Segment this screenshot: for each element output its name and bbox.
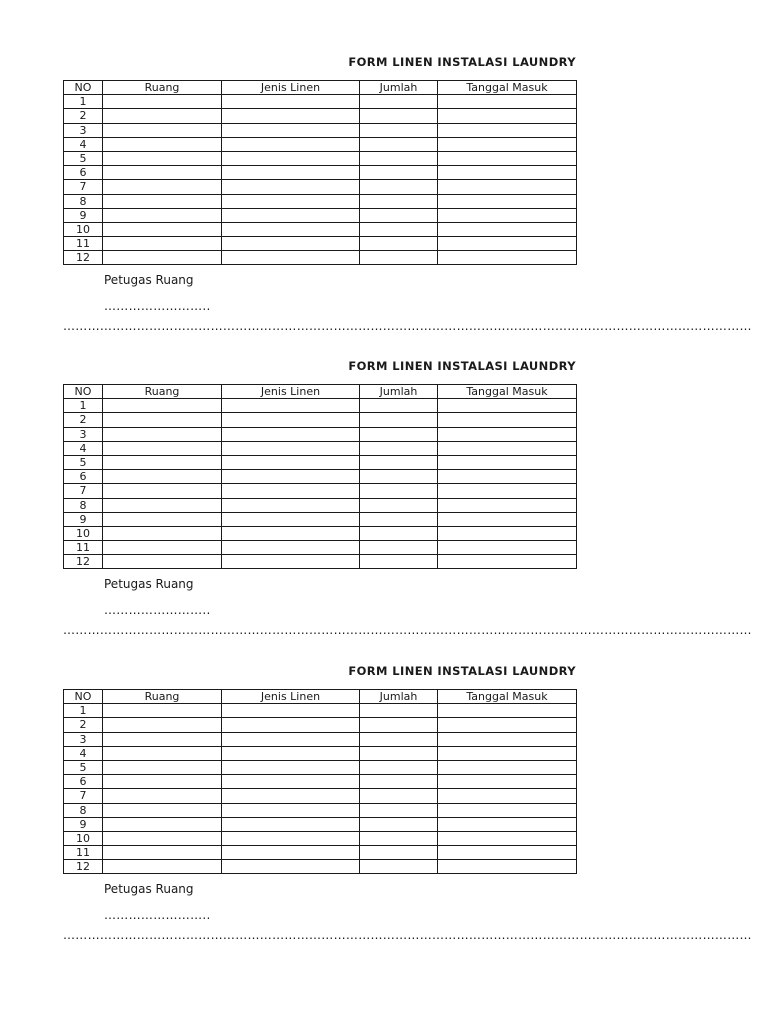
tanggal-masuk-cell[interactable] [438,718,577,732]
row-number: 10 [64,222,103,236]
row-number: 10 [64,831,103,845]
table-row [64,441,577,455]
ruang-cell[interactable] [103,803,222,817]
table-row [64,470,577,484]
ruang-cell[interactable] [103,95,222,109]
jumlah-cell[interactable] [360,413,438,427]
row-number: 8 [64,803,103,817]
jenis-linen-cell[interactable] [222,166,360,180]
ruang-cell[interactable] [103,137,222,151]
table-row [64,251,577,265]
row-number: 9 [64,512,103,526]
tanggal-masuk-cell[interactable] [438,194,577,208]
ruang-cell[interactable] [103,180,222,194]
jenis-linen-cell[interactable] [222,222,360,236]
ruang-cell[interactable] [103,775,222,789]
tanggal-masuk-cell[interactable] [438,166,577,180]
row-number: 9 [64,208,103,222]
jumlah-cell[interactable] [360,455,438,469]
row-number: 1 [64,704,103,718]
jenis-linen-cell[interactable] [222,760,360,774]
row-number: 12 [64,251,103,265]
jenis-linen-cell[interactable] [222,789,360,803]
table-row [64,704,577,718]
jumlah-cell[interactable] [360,208,438,222]
row-number: 10 [64,526,103,540]
row-number: 5 [64,455,103,469]
ruang-cell[interactable] [103,123,222,137]
row-number: 12 [64,860,103,874]
jumlah-cell[interactable] [360,109,438,123]
jenis-linen-cell[interactable] [222,512,360,526]
ruang-cell[interactable] [103,526,222,540]
ruang-cell[interactable] [103,470,222,484]
jenis-linen-cell[interactable] [222,541,360,555]
header-jenis-linen: Jenis Linen [222,385,360,399]
tanggal-masuk-cell[interactable] [438,803,577,817]
header-jumlah: Jumlah [360,385,438,399]
header-tanggal-masuk: Tanggal Masuk [438,81,577,95]
table-row [64,237,577,251]
jenis-linen-cell[interactable] [222,399,360,413]
ruang-cell[interactable] [103,208,222,222]
header-ruang: Ruang [103,385,222,399]
row-number: 7 [64,484,103,498]
tanggal-masuk-cell[interactable] [438,860,577,874]
table-row [64,746,577,760]
jumlah-cell[interactable] [360,180,438,194]
row-number: 6 [64,166,103,180]
table-row [64,803,577,817]
row-number: 4 [64,137,103,151]
row-number: 3 [64,123,103,137]
jenis-linen-cell[interactable] [222,180,360,194]
row-number: 11 [64,846,103,860]
header-jenis-linen: Jenis Linen [222,81,360,95]
tanggal-masuk-cell[interactable] [438,732,577,746]
jenis-linen-cell[interactable] [222,732,360,746]
tanggal-masuk-cell[interactable] [438,95,577,109]
table-row [64,484,577,498]
tanggal-masuk-cell[interactable] [438,151,577,165]
tanggal-masuk-cell[interactable] [438,704,577,718]
petugas-ruang-label: Petugas Ruang [104,882,194,896]
tanggal-masuk-cell[interactable] [438,208,577,222]
ruang-cell[interactable] [103,846,222,860]
tanggal-masuk-cell[interactable] [438,251,577,265]
jenis-linen-cell[interactable] [222,427,360,441]
row-number: 6 [64,470,103,484]
ruang-cell[interactable] [103,109,222,123]
table-row [64,166,577,180]
ruang-cell[interactable] [103,789,222,803]
jumlah-cell[interactable] [360,251,438,265]
jumlah-cell[interactable] [360,760,438,774]
table-header-row [64,690,577,704]
table-row [64,732,577,746]
tanggal-masuk-cell[interactable] [438,399,577,413]
row-number: 11 [64,541,103,555]
table-header-row [64,385,577,399]
jumlah-cell[interactable] [360,860,438,874]
tanggal-masuk-cell[interactable] [438,123,577,137]
signature-line: …………………….. [104,908,211,922]
ruang-cell[interactable] [103,413,222,427]
table-row [64,526,577,540]
jumlah-cell[interactable] [360,399,438,413]
header-tanggal-masuk: Tanggal Masuk [438,690,577,704]
petugas-ruang-label: Petugas Ruang [104,577,194,591]
ruang-cell[interactable] [103,427,222,441]
jenis-linen-cell[interactable] [222,413,360,427]
ruang-cell[interactable] [103,732,222,746]
tanggal-masuk-cell[interactable] [438,498,577,512]
row-number: 3 [64,732,103,746]
row-number: 7 [64,789,103,803]
tanggal-masuk-cell[interactable] [438,222,577,236]
jenis-linen-cell[interactable] [222,718,360,732]
row-number: 1 [64,95,103,109]
jumlah-cell[interactable] [360,427,438,441]
jenis-linen-cell[interactable] [222,194,360,208]
ruang-cell[interactable] [103,222,222,236]
jumlah-cell[interactable] [360,484,438,498]
table-row [64,427,577,441]
jenis-linen-cell[interactable] [222,817,360,831]
header-no: NO [64,385,103,399]
table-row [64,123,577,137]
tanggal-masuk-cell[interactable] [438,760,577,774]
jenis-linen-cell[interactable] [222,704,360,718]
ruang-cell[interactable] [103,512,222,526]
header-ruang: Ruang [103,690,222,704]
table-row [64,455,577,469]
table-row [64,512,577,526]
ruang-cell[interactable] [103,166,222,180]
jenis-linen-cell[interactable] [222,526,360,540]
jenis-linen-cell[interactable] [222,109,360,123]
jumlah-cell[interactable] [360,194,438,208]
table-row [64,831,577,845]
tanggal-masuk-cell[interactable] [438,555,577,569]
table-row [64,498,577,512]
petugas-ruang-label: Petugas Ruang [104,273,194,287]
table-row [64,555,577,569]
tanggal-masuk-cell[interactable] [438,470,577,484]
row-number: 9 [64,817,103,831]
ruang-cell[interactable] [103,151,222,165]
jumlah-cell[interactable] [360,704,438,718]
cut-line: …………………………………………………………………………………………………………………………………………………… [63,319,752,333]
linen-form [63,358,752,663]
linen-form [63,54,752,359]
jenis-linen-cell[interactable] [222,775,360,789]
tanggal-masuk-cell[interactable] [438,180,577,194]
table-row [64,194,577,208]
row-number: 2 [64,413,103,427]
ruang-cell[interactable] [103,251,222,265]
row-number: 2 [64,109,103,123]
tanggal-masuk-cell[interactable] [438,526,577,540]
table-row [64,541,577,555]
header-no: NO [64,690,103,704]
signature-line: …………………….. [104,299,211,313]
ruang-cell[interactable] [103,817,222,831]
jumlah-cell[interactable] [360,803,438,817]
table-row [64,109,577,123]
ruang-cell[interactable] [103,194,222,208]
jumlah-cell[interactable] [360,526,438,540]
header-no: NO [64,81,103,95]
jumlah-cell[interactable] [360,151,438,165]
row-number: 6 [64,775,103,789]
jenis-linen-cell[interactable] [222,746,360,760]
ruang-cell[interactable] [103,555,222,569]
jumlah-cell[interactable] [360,166,438,180]
jumlah-cell[interactable] [360,718,438,732]
jenis-linen-cell[interactable] [222,455,360,469]
header-jumlah: Jumlah [360,81,438,95]
ruang-cell[interactable] [103,760,222,774]
ruang-cell[interactable] [103,498,222,512]
table-row [64,413,577,427]
tanggal-masuk-cell[interactable] [438,775,577,789]
row-number: 4 [64,441,103,455]
tanggal-masuk-cell[interactable] [438,237,577,251]
header-jumlah: Jumlah [360,690,438,704]
tanggal-masuk-cell[interactable] [438,137,577,151]
form-title: FORM LINEN INSTALASI LAUNDRY [348,664,576,678]
row-number: 1 [64,399,103,413]
row-number: 11 [64,237,103,251]
tanggal-masuk-cell[interactable] [438,512,577,526]
linen-table [63,689,577,874]
tanggal-masuk-cell[interactable] [438,455,577,469]
row-number: 4 [64,746,103,760]
tanggal-masuk-cell[interactable] [438,413,577,427]
jenis-linen-cell[interactable] [222,831,360,845]
table-body [64,95,577,265]
linen-table [63,384,577,569]
tanggal-masuk-cell[interactable] [438,427,577,441]
ruang-cell[interactable] [103,455,222,469]
jumlah-cell[interactable] [360,441,438,455]
row-number: 5 [64,151,103,165]
jenis-linen-cell[interactable] [222,803,360,817]
tanggal-masuk-cell[interactable] [438,817,577,831]
ruang-cell[interactable] [103,746,222,760]
row-number: 7 [64,180,103,194]
jumlah-cell[interactable] [360,775,438,789]
form-title: FORM LINEN INSTALASI LAUNDRY [348,359,576,373]
tanggal-masuk-cell[interactable] [438,484,577,498]
table-row [64,137,577,151]
table-body [64,704,577,874]
table-row [64,208,577,222]
row-number: 8 [64,194,103,208]
jenis-linen-cell[interactable] [222,484,360,498]
ruang-cell[interactable] [103,718,222,732]
jumlah-cell[interactable] [360,95,438,109]
table-row [64,222,577,236]
jumlah-cell[interactable] [360,541,438,555]
table-row [64,789,577,803]
jumlah-cell[interactable] [360,555,438,569]
jenis-linen-cell[interactable] [222,470,360,484]
ruang-cell[interactable] [103,860,222,874]
jumlah-cell[interactable] [360,512,438,526]
row-number: 5 [64,760,103,774]
ruang-cell[interactable] [103,237,222,251]
table-body [64,399,577,569]
jumlah-cell[interactable] [360,831,438,845]
tanggal-masuk-cell[interactable] [438,541,577,555]
signature-line: …………………….. [104,603,211,617]
ruang-cell[interactable] [103,484,222,498]
table-header-row [64,81,577,95]
row-number: 2 [64,718,103,732]
ruang-cell[interactable] [103,441,222,455]
jenis-linen-cell[interactable] [222,95,360,109]
jenis-linen-cell[interactable] [222,498,360,512]
table-row [64,180,577,194]
header-jenis-linen: Jenis Linen [222,690,360,704]
linen-table [63,80,577,265]
table-row [64,718,577,732]
jenis-linen-cell[interactable] [222,123,360,137]
table-row [64,399,577,413]
table-row [64,760,577,774]
table-row [64,151,577,165]
tanggal-masuk-cell[interactable] [438,441,577,455]
jenis-linen-cell[interactable] [222,237,360,251]
table-row [64,860,577,874]
table-row [64,846,577,860]
jenis-linen-cell[interactable] [222,860,360,874]
header-ruang: Ruang [103,81,222,95]
tanggal-masuk-cell[interactable] [438,109,577,123]
jenis-linen-cell[interactable] [222,137,360,151]
ruang-cell[interactable] [103,831,222,845]
jenis-linen-cell[interactable] [222,151,360,165]
jumlah-cell[interactable] [360,470,438,484]
ruang-cell[interactable] [103,704,222,718]
jumlah-cell[interactable] [360,789,438,803]
ruang-cell[interactable] [103,399,222,413]
cut-line: …………………………………………………………………………………………………………………………………………………… [63,623,752,637]
jumlah-cell[interactable] [360,123,438,137]
jenis-linen-cell[interactable] [222,555,360,569]
tanggal-masuk-cell[interactable] [438,831,577,845]
jumlah-cell[interactable] [360,732,438,746]
table-row [64,775,577,789]
tanggal-masuk-cell[interactable] [438,846,577,860]
header-tanggal-masuk: Tanggal Masuk [438,385,577,399]
row-number: 8 [64,498,103,512]
jumlah-cell[interactable] [360,222,438,236]
jumlah-cell[interactable] [360,237,438,251]
jumlah-cell[interactable] [360,498,438,512]
form-title: FORM LINEN INSTALASI LAUNDRY [348,55,576,69]
row-number: 12 [64,555,103,569]
jenis-linen-cell[interactable] [222,846,360,860]
jumlah-cell[interactable] [360,746,438,760]
cut-line: …………………………………………………………………………………………………………………………………………………… [63,928,752,942]
jumlah-cell[interactable] [360,846,438,860]
jumlah-cell[interactable] [360,137,438,151]
table-row [64,817,577,831]
jumlah-cell[interactable] [360,817,438,831]
table-row [64,95,577,109]
ruang-cell[interactable] [103,541,222,555]
linen-form [63,663,752,968]
jenis-linen-cell[interactable] [222,208,360,222]
row-number: 3 [64,427,103,441]
jenis-linen-cell[interactable] [222,441,360,455]
jenis-linen-cell[interactable] [222,251,360,265]
tanggal-masuk-cell[interactable] [438,789,577,803]
tanggal-masuk-cell[interactable] [438,746,577,760]
